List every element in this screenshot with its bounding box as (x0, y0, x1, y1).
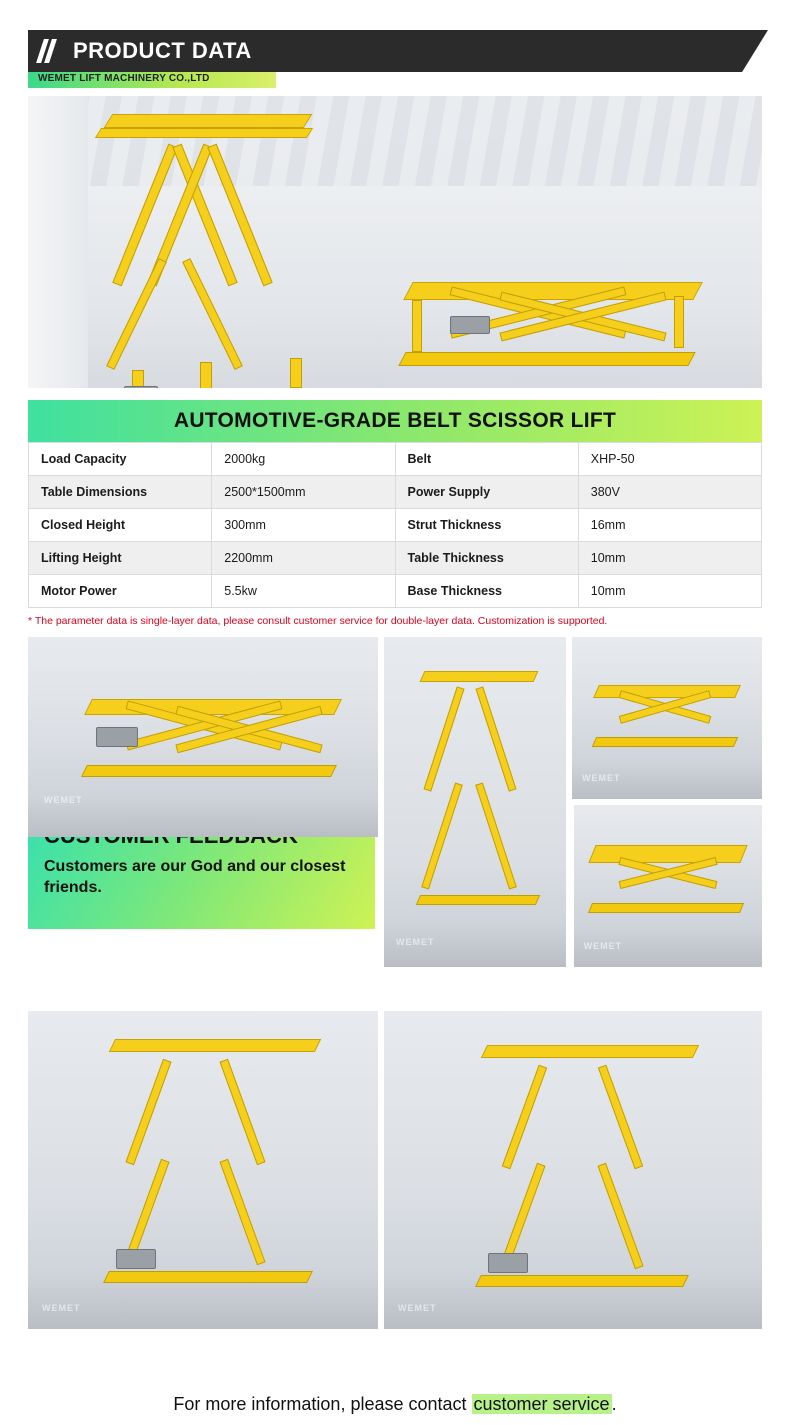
specification-section (28, 400, 762, 627)
spec-value: 16mm (578, 509, 761, 542)
watermark: WEMET (396, 937, 435, 947)
gallery-photo (28, 637, 378, 837)
slash-decoration-icon (40, 39, 53, 63)
spec-value: 380V (578, 476, 761, 509)
spec-value: 10mm (578, 542, 761, 575)
spec-key: Motor Power (29, 575, 212, 608)
gallery-photo (574, 805, 762, 967)
spec-key: Belt (395, 443, 578, 476)
table-row (29, 542, 762, 575)
footer-contact-line (0, 1394, 790, 1415)
table-row (29, 443, 762, 476)
feedback-text: Customers are our God and our closest friends. (44, 858, 346, 896)
spec-key: Lifting Height (29, 542, 212, 575)
company-name: WEMET LIFT MACHINERY CO.,LTD (38, 73, 210, 84)
specification-table (28, 442, 762, 608)
photo-gallery (28, 637, 762, 1329)
hero-product-images (28, 96, 762, 388)
spec-key: Table Thickness (395, 542, 578, 575)
spec-value: 300mm (212, 509, 395, 542)
gallery-photo (384, 1011, 762, 1329)
page-title: PRODUCT DATA (73, 38, 252, 63)
spec-value: 2000kg (212, 443, 395, 476)
spec-key: Table Dimensions (29, 476, 212, 509)
contracted-scissor-lift-illustration (388, 282, 718, 388)
spec-value: 2500*1500mm (212, 476, 395, 509)
spec-title: AUTOMOTIVE-GRADE BELT SCISSOR LIFT (28, 400, 762, 442)
spec-value: 5.5kw (212, 575, 395, 608)
pillar-backdrop (28, 96, 88, 388)
gallery-photo (28, 1011, 378, 1329)
spec-note: * The parameter data is single-layer data, please consult customer service for double-layer data. Customization is supported. (28, 615, 608, 627)
spec-key: Load Capacity (29, 443, 212, 476)
watermark: WEMET (42, 1303, 81, 1313)
gallery-photo (384, 637, 566, 967)
spec-key: Closed Height (29, 509, 212, 542)
footer-lead-text: For more information, please contact (173, 1394, 472, 1414)
spec-key: Power Supply (395, 476, 578, 509)
raised-scissor-lift-illustration (80, 114, 340, 364)
table-row (29, 476, 762, 509)
watermark: WEMET (44, 795, 83, 805)
spec-value: XHP-50 (578, 443, 761, 476)
customer-service-link[interactable]: customer service (473, 1394, 610, 1414)
spec-value: 10mm (578, 575, 761, 608)
watermark: WEMET (398, 1303, 437, 1313)
spec-key: Strut Thickness (395, 509, 578, 542)
table-row (29, 509, 762, 542)
watermark: WEMET (583, 941, 623, 951)
watermark: WEMET (582, 773, 621, 783)
table-row (29, 575, 762, 608)
gallery-photo (572, 637, 762, 799)
spec-value: 2200mm (212, 542, 395, 575)
spec-key: Base Thickness (395, 575, 578, 608)
footer-end-text: . (611, 1394, 617, 1414)
page-header (28, 30, 762, 88)
